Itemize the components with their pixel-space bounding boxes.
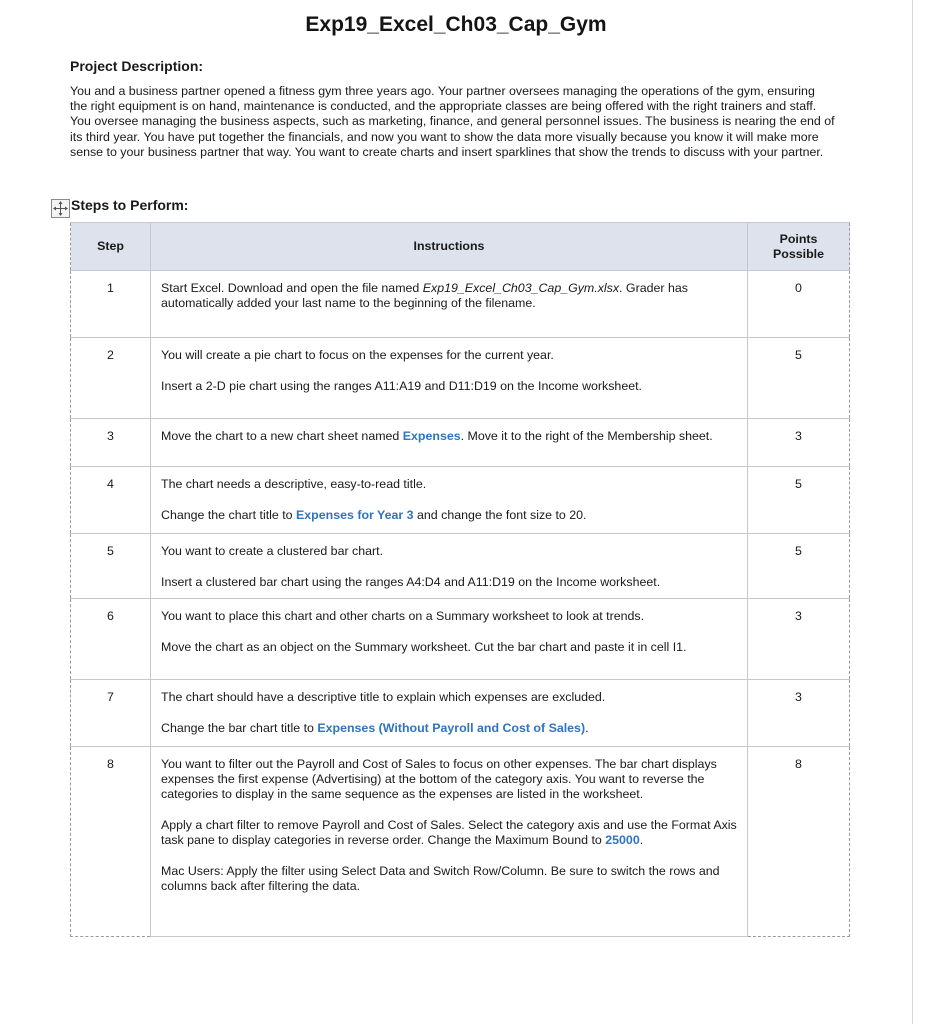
points-header-line1: Points: [779, 231, 818, 246]
steps-to-perform-heading: Steps to Perform:: [71, 197, 189, 213]
instruction-text: Change the bar chart title to: [161, 720, 318, 735]
table-row: [71, 534, 850, 599]
table-row: [71, 271, 850, 338]
table-header-row: [71, 223, 850, 271]
points-value: 5: [748, 338, 850, 419]
table-move-handle[interactable]: [51, 199, 70, 218]
step-column-header: Step: [71, 223, 151, 271]
file-name: Exp19_Excel_Ch03_Cap_Gym.xlsx: [422, 281, 620, 295]
points-column-header: [748, 223, 850, 271]
table-row: [71, 747, 850, 937]
step-instructions: [151, 338, 748, 419]
instruction-text: The chart needs a descriptive, easy-to-read title.: [161, 477, 427, 491]
instruction-text: Move the chart as an object on the Summary worksheet. Cut the bar chart and paste it in cell I1.: [161, 639, 687, 654]
table-row: [71, 338, 850, 419]
instruction-text: You want to filter out the Payroll and Cost of Sales to focus on other expenses. The bar chart displays expenses the first expense (Advertising) at the bottom of the category axis. You want to reverse the categories to display in the same sequence as the expenses are listed in the worksheet.: [161, 757, 717, 802]
table-row: [71, 467, 850, 534]
steps-table: [70, 222, 850, 937]
document-title: Exp19_Excel_Ch03_Cap_Gym: [305, 13, 607, 36]
move-arrows-icon: [52, 200, 69, 217]
step-number: 6: [71, 599, 151, 680]
highlighted-value: Expenses (Without Payroll and Cost of Sales): [317, 720, 586, 735]
instruction-text: and change the font size to 20.: [413, 507, 587, 522]
instruction-text: Insert a 2-D pie chart using the ranges A11:A19 and D11:D19 on the Income worksheet.: [161, 378, 642, 393]
step-instructions: [151, 419, 748, 467]
instruction-text: You will create a pie chart to focus on the expenses for the current year.: [161, 348, 554, 362]
points-value: 8: [795, 757, 802, 771]
points-value: 5: [748, 534, 850, 599]
step-number: 2: [71, 338, 151, 419]
project-description-text: You and a business partner opened a fitness gym three years ago. Your partner oversees managing the operations of the gym, ensuring the right equipment is on hand, maintenance is conducted, and the appropriate classes are being offered with the right trainers and staff. You oversee managing the business aspects, such as marketing, finance, and general personnel issues. The business is nearing the end of its third year. You have put together the financials, and now you want to show the data more visually because you know it will make more sense to your business partner that way. You want to create charts and insert sparklines that show the trends to discuss with your partner.: [70, 84, 835, 159]
instruction-text: Apply a chart filter to remove Payroll and Cost of Sales. Select the category axis and use the Format Axis task pane to display categories in reverse order. Change the Maximum Bound to: [161, 818, 737, 848]
step-number: 8: [107, 757, 114, 771]
table-row: [71, 599, 850, 680]
points-value: 3: [748, 680, 850, 747]
instruction-text: You want to create a clustered bar chart.: [161, 544, 384, 558]
instructions-column-header: Instructions: [151, 223, 748, 271]
highlighted-value: Expenses for Year 3: [296, 507, 414, 522]
step-number: 5: [71, 534, 151, 599]
step-number: 3: [71, 419, 151, 467]
step-instructions: [151, 271, 748, 338]
highlighted-value: Expenses: [402, 429, 461, 443]
instruction-text: Move the chart to a new chart sheet named: [161, 429, 403, 443]
step-instructions: [151, 599, 748, 680]
project-description-heading: Project Description:: [70, 58, 204, 74]
instruction-text: Start Excel. Download and open the file named: [161, 281, 423, 295]
table-row: [71, 419, 850, 467]
points-value: 0: [748, 271, 850, 338]
table-row: [71, 680, 850, 747]
instruction-text: . Move it to the right of the Membership sheet.: [460, 429, 713, 443]
points-value: 3: [748, 419, 850, 467]
points-value: 5: [748, 467, 850, 534]
step-number: 7: [71, 680, 151, 747]
instruction-text: .: [639, 833, 644, 848]
points-value: 3: [748, 599, 850, 680]
instruction-text: Mac Users: Apply the filter using Select Data and Switch Row/Column. Be sure to switch the rows and columns back after filtering the data.: [161, 864, 720, 894]
step-instructions: [151, 534, 748, 599]
step-instructions: [151, 747, 748, 937]
page-edge-rule: [912, 0, 913, 1024]
instruction-text: The chart should have a descriptive title to explain which expenses are excluded.: [161, 690, 606, 704]
step-number: 4: [71, 467, 151, 534]
step-instructions: [151, 467, 748, 534]
instruction-text: Change the chart title to: [161, 507, 297, 522]
instruction-text: . Grader has automatically added your last name to the beginning of the filename.: [161, 281, 688, 311]
step-instructions: [151, 680, 748, 747]
step-number: 1: [71, 271, 151, 338]
instruction-text: You want to place this chart and other charts on a Summary worksheet to look at trends.: [161, 609, 645, 623]
highlighted-value: 25000: [605, 833, 640, 848]
points-header-line2: Possible: [773, 246, 824, 261]
instruction-text: Insert a clustered bar chart using the ranges A4:D4 and A11:D19 on the Income worksheet.: [161, 574, 661, 589]
instruction-text: .: [585, 720, 589, 735]
